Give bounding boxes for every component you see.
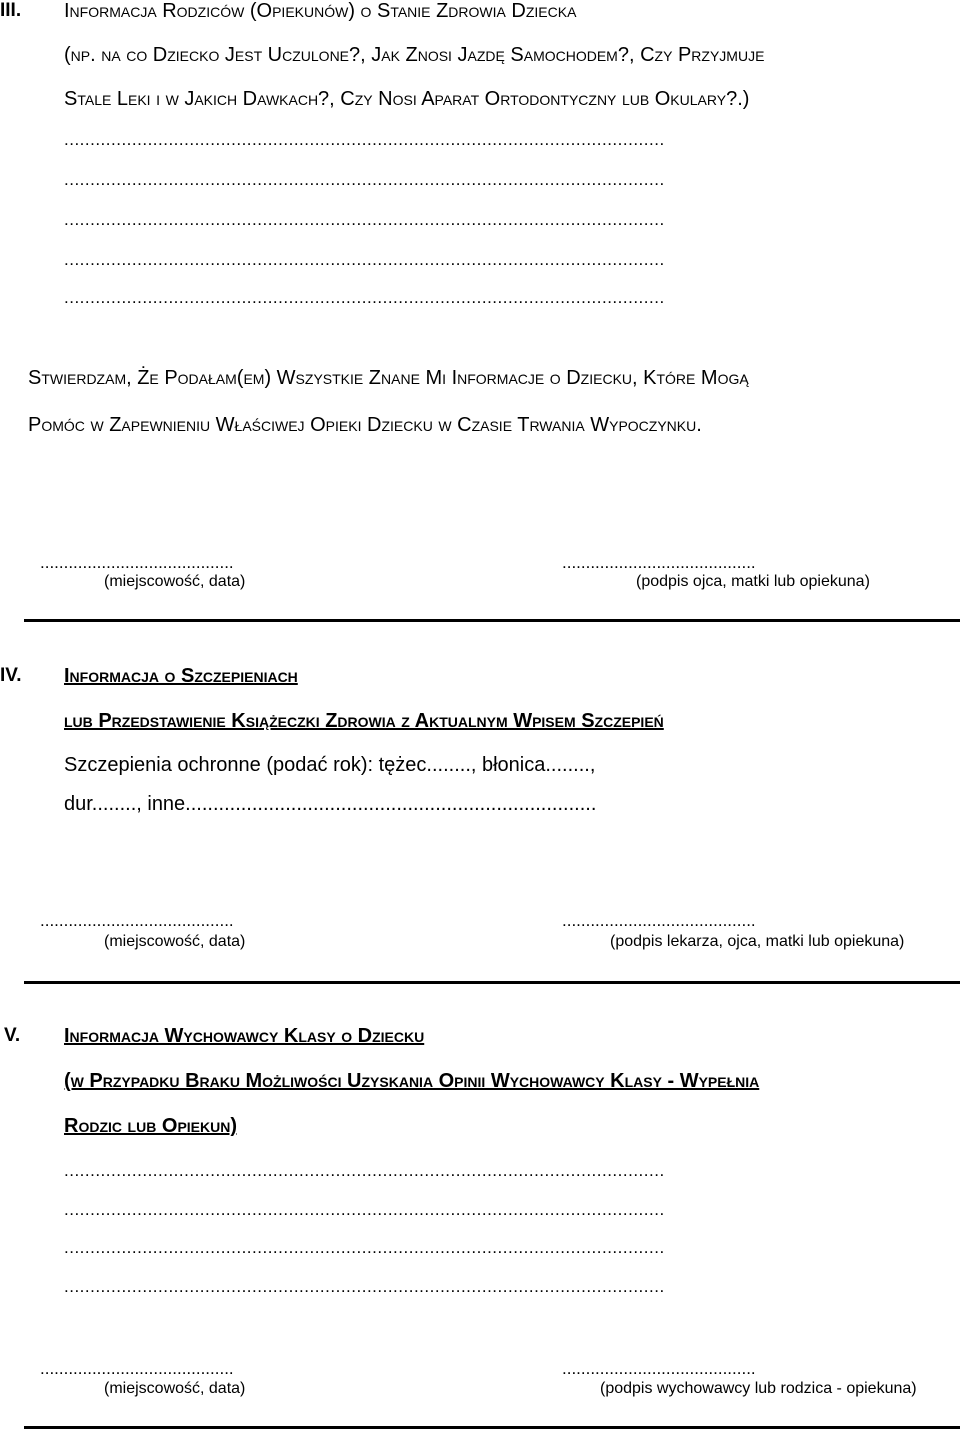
vaccination-line-1[interactable]: Szczepienia ochronne (podać rok): tężec........, błonica........, [64,754,596,776]
place-date-field-3[interactable]: ......................................... [40,553,234,572]
section-5-title-line-3: Rodzic lub Opiekun) [64,1115,237,1137]
place-date-caption-5: (miejscowość, data) [104,1380,246,1397]
section-divider-2 [24,981,960,984]
section-5-title-line-2: (w Przypadku Braku Możliwości Uzyskania Opinii Wychowawcy Klasy - Wypełnia [64,1070,760,1092]
health-info-field-line-5[interactable]: ................................................................................................................... [64,288,665,307]
teacher-info-field-line-1[interactable]: ................................................................................................................... [64,1161,665,1180]
signature-caption-4: (podpis lekarza, ojca, matki lub opiekuna) [610,933,905,950]
teacher-info-field-line-3[interactable]: ................................................................................................................... [64,1238,665,1257]
section-4-title-line-2: lub Przedstawienie Książeczki Zdrowia z Aktualnym Wpisem Szczepień [64,710,664,732]
section-divider-3 [24,1426,960,1429]
health-info-field-line-2[interactable]: ................................................................................................................... [64,170,665,189]
statement-line-1: Stwierdzam, Że Podałam(em) Wszystkie Znane Mi Informacje o Dziecku, Które Mogą [28,367,749,389]
section-4-title-line-1: Informacja o Szczepieniach [64,665,298,687]
statement-line-2: Pomóc w Zapewnieniu Właściwej Opieki Dziecku w Czasie Trwania Wypoczynku. [28,414,702,436]
signature-caption-5: (podpis wychowawcy lub rodzica - opiekuna) [600,1380,917,1397]
place-date-caption-4: (miejscowość, data) [104,933,246,950]
section-3-number: III. [0,0,22,21]
signature-field-3[interactable]: ......................................... [562,553,756,572]
section-3-title-line-2: (np. na co Dziecko Jest Uczulone?, Jak Znosi Jazdę Samochodem?, Czy Przyjmuje [64,44,765,66]
teacher-info-field-line-4[interactable]: ................................................................................................................... [64,1277,665,1296]
signature-field-4[interactable]: ......................................... [562,911,756,930]
vaccination-line-2[interactable]: dur........, inne.......................................................................... [64,793,597,815]
health-info-field-line-1[interactable]: ................................................................................................................... [64,130,665,149]
signature-caption-3: (podpis ojca, matki lub opiekuna) [636,573,870,590]
section-5-number: V. [4,1025,21,1046]
section-4-number: IV. [0,665,22,686]
place-date-field-5[interactable]: ......................................... [40,1359,234,1378]
section-3-title-line-1: Informacja Rodziców (Opiekunów) o Stanie Zdrowia Dziecka [64,0,577,22]
section-divider-1 [24,619,960,622]
place-date-field-4[interactable]: ......................................... [40,911,234,930]
signature-field-5[interactable]: ......................................... [562,1359,756,1378]
section-5-title-line-1: Informacja Wychowawcy Klasy o Dziecku [64,1025,425,1047]
section-3-title-line-3: Stale Leki i w Jakich Dawkach?, Czy Nosi Aparat Ortodontyczny lub Okulary?.) [64,88,750,110]
health-info-field-line-4[interactable]: ................................................................................................................... [64,250,665,269]
health-info-field-line-3[interactable]: ................................................................................................................... [64,210,665,229]
place-date-caption-3: (miejscowość, data) [104,573,246,590]
teacher-info-field-line-2[interactable]: ................................................................................................................... [64,1200,665,1219]
